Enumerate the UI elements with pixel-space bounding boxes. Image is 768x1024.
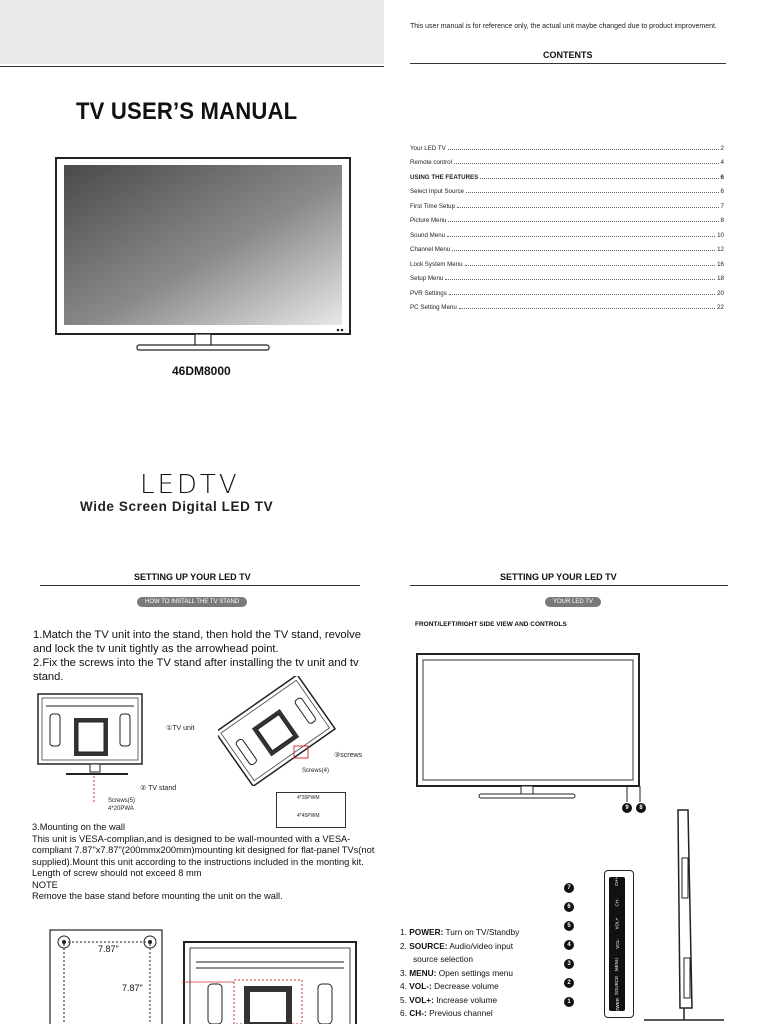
- toc-item[interactable]: Your LED TV 2: [410, 144, 724, 152]
- control-item-ch-minus: 6. CH-: Previous channel: [400, 1008, 493, 1018]
- badge-1: 1: [564, 997, 574, 1007]
- toc-item[interactable]: PVR Settings 20: [410, 289, 724, 297]
- stand-pill-label: HOW TO INSTALL THE TV STAND: [137, 597, 247, 607]
- tv-side-profile: [640, 808, 730, 1024]
- led-tv-logo: LEDTV: [140, 470, 240, 500]
- table-of-contents: [410, 137, 724, 311]
- label-screws-4: Screws(4): [302, 768, 330, 774]
- manual-title: TV USER’S MANUAL: [76, 98, 298, 125]
- your-tv-pill-label: YOUR LED TV: [545, 597, 601, 607]
- tv-rear-stand-diagram: [36, 692, 146, 812]
- badge-7: 7: [564, 883, 574, 893]
- toc-item[interactable]: First Time Setup 7: [410, 202, 724, 210]
- toc-item[interactable]: Lock System Menu 16: [410, 260, 724, 268]
- tv-stand-base: [137, 345, 269, 350]
- badge-2: 2: [564, 978, 574, 988]
- toc-item[interactable]: Picture Menu 8: [410, 217, 724, 224]
- side-button-menu[interactable]: MENU: [614, 958, 620, 972]
- control-item-source-cont: source selection: [413, 954, 473, 964]
- badge-3: 3: [564, 959, 574, 969]
- toc-item[interactable]: PC Setting Menu 22: [410, 304, 724, 311]
- label-tv-stand: ② TV stand: [140, 785, 177, 792]
- label-pwm35: 4*35PWM: [297, 795, 320, 801]
- model-number: 46DM8000: [172, 364, 231, 378]
- your-tv-section-heading: SETTING UP YOUR LED TV: [500, 572, 617, 582]
- badge-6: 6: [564, 902, 574, 912]
- side-button-source[interactable]: SOURCE: [614, 976, 620, 996]
- reference-notice: This user manual is for reference only, the actual unit maybe changed due to product improvement.: [410, 23, 717, 30]
- note-label: NOTE: [32, 879, 58, 890]
- contents-divider: [410, 63, 726, 64]
- label-screws: ③screws: [334, 752, 363, 759]
- tv-screen: [64, 165, 342, 325]
- stand-section-heading: SETTING UP YOUR LED TV: [134, 572, 251, 582]
- badge-9: 9: [622, 803, 632, 813]
- your-tv-section-divider: [410, 585, 728, 586]
- controls-legend: [400, 926, 519, 1021]
- side-button-vol-minus[interactable]: VOL-: [614, 938, 620, 950]
- control-item-source: 2. SOURCE: Audio/video input: [400, 940, 514, 951]
- side-button-ch-plus[interactable]: CH+: [614, 876, 620, 887]
- side-button-ch-minus[interactable]: CH-: [614, 898, 620, 907]
- label-pwa: 4*20PWA: [108, 806, 134, 812]
- control-item-menu: 3. MENU: Open settings menu: [400, 967, 514, 978]
- front-side-view-heading: FRONT/LEFT/RIGHT SIDE VIEW AND CONTROLS: [415, 621, 567, 628]
- side-control-panel: [604, 870, 634, 1018]
- stand-step-1: 1.Match the TV unit into the stand, then hold the TV stand, revolve and lock the tv unit tightly as the arrowhead point.: [33, 629, 361, 655]
- vesa-pattern-diagram: [48, 928, 166, 1024]
- tv-front-view: [415, 652, 645, 802]
- control-item-vol-plus: 5. VOL+: Increase volume: [400, 994, 498, 1005]
- tv-rear-wall-diagram: [182, 940, 358, 1024]
- stand-step-2: 2.Fix the screws into the TV stand after installing the tv unit and tv stand.: [33, 657, 359, 683]
- vesa-height-label: 7.87": [122, 983, 143, 993]
- vesa-width-label: 7.87": [98, 944, 119, 954]
- label-tv-unit: ①TV unit: [166, 725, 195, 732]
- badge-8: 8: [636, 803, 646, 813]
- label-screws-5: Screws(5): [108, 798, 136, 804]
- control-item-power: 1. POWER: Turn on TV/Standby: [400, 927, 520, 937]
- toc-item[interactable]: Select Input Source 6: [410, 188, 724, 195]
- wall-mount-text: This unit is VESA-complian,and is designed to be wall-mounted with a VESA-compliant 7.87"x7.87"(200mmx200mm)mounting kit designed for flat-panel TVs(not supplied).Mount this unit according to the instructions included in the monting kit. Length of screw should not exceed 8 mm: [32, 833, 375, 878]
- cover-header-band: [0, 0, 384, 64]
- side-button-power[interactable]: POWER: [614, 997, 620, 1015]
- stand-section-divider: [40, 585, 360, 586]
- control-item-vol-minus: 4. VOL-: Decrease volume: [400, 981, 499, 991]
- toc-item[interactable]: USING THE FEATURES 6: [410, 173, 724, 181]
- note-text: Remove the base stand before mounting the unit on the wall.: [32, 891, 283, 901]
- tv-front-illustration: [55, 157, 355, 357]
- toc-item[interactable]: Setup Menu 18: [410, 275, 724, 282]
- wall-mount-section: [32, 822, 377, 903]
- toc-item[interactable]: Sound Menu 10: [410, 231, 724, 239]
- wall-mount-title: 3.Mounting on the wall: [32, 822, 126, 832]
- badge-4: 4: [564, 940, 574, 950]
- label-pwm45: 4*45PWM: [297, 813, 320, 819]
- toc-item[interactable]: Remote control 4: [410, 159, 724, 166]
- side-button-vol-plus[interactable]: VOL+: [614, 917, 620, 929]
- cover-divider: [0, 66, 384, 67]
- toc-item[interactable]: Channel Menu 12: [410, 246, 724, 253]
- badge-5: 5: [564, 921, 574, 931]
- contents-heading: CONTENTS: [543, 50, 593, 60]
- tagline: Wide Screen Digital LED TV: [80, 499, 274, 514]
